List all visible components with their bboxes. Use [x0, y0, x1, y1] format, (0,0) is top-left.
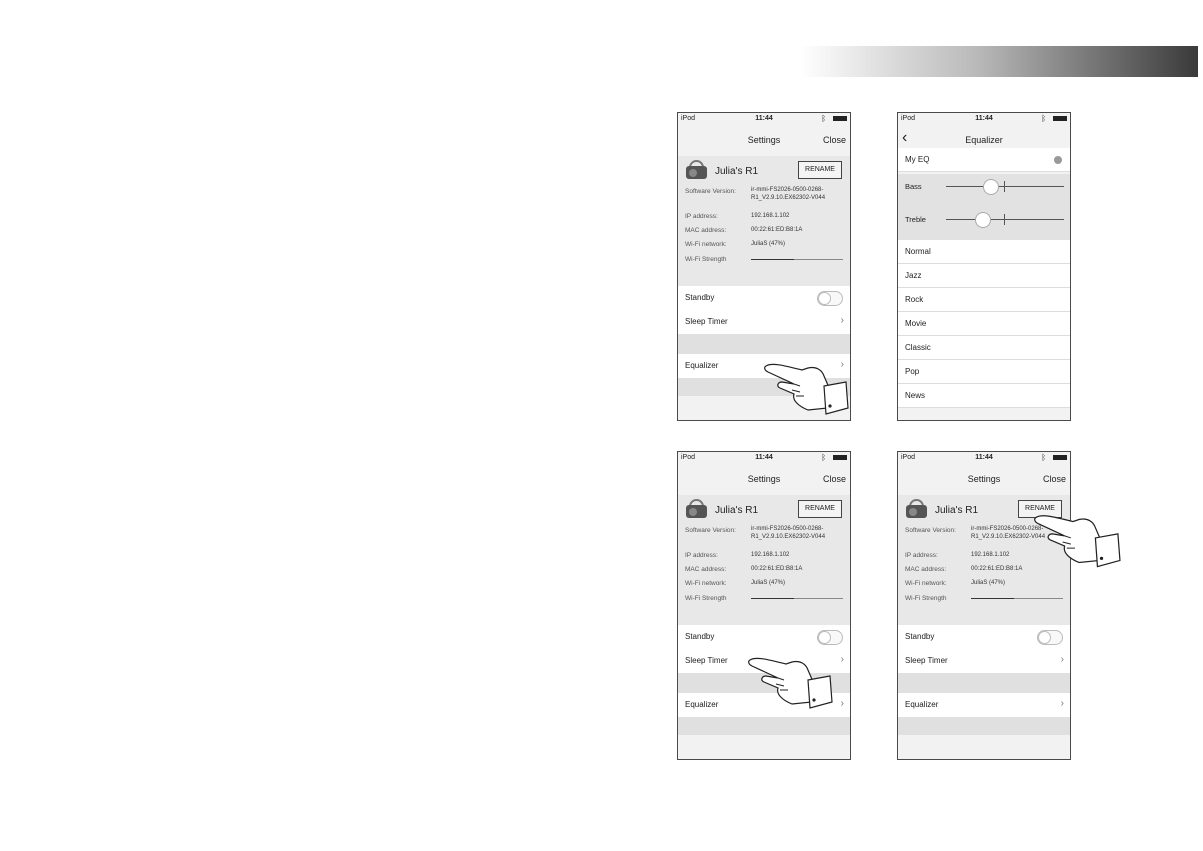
- ip-value: 192.168.1.102: [751, 213, 790, 219]
- chevron-right-icon: ›: [840, 359, 844, 370]
- status-time: 11:44: [975, 115, 993, 122]
- bluetooth-icon: ᛒ: [1041, 453, 1046, 462]
- ip-label: IP address:: [685, 552, 718, 559]
- preset-label: Classic: [905, 343, 931, 352]
- settings-screen-equalizer-step: [677, 112, 851, 421]
- bass-label: Bass: [905, 182, 922, 191]
- device-info-panel: [678, 156, 850, 290]
- software-version-line2: R1_V2.9.10.EX62302-V044: [971, 534, 1046, 540]
- bluetooth-icon: ᛒ: [821, 453, 826, 462]
- header-gradient-bar: [800, 46, 1198, 77]
- rename-button[interactable]: RENAME: [1018, 500, 1062, 518]
- close-button[interactable]: Close: [822, 474, 846, 484]
- status-bar: [678, 113, 850, 126]
- bass-slider-track[interactable]: [946, 186, 1064, 187]
- preset-label: Jazz: [905, 271, 922, 280]
- carrier-label: iPod: [681, 454, 696, 461]
- treble-center-tick: [1004, 214, 1005, 225]
- device-name: Julia's R1: [715, 505, 759, 516]
- treble-slider-track[interactable]: [946, 219, 1064, 220]
- chevron-right-icon: ›: [840, 315, 844, 326]
- speaker-icon: [906, 499, 927, 518]
- chevron-right-icon: ›: [1060, 654, 1064, 665]
- chevron-right-icon: ›: [1060, 698, 1064, 709]
- equalizer-screen: [897, 112, 1071, 421]
- rename-button[interactable]: RENAME: [798, 161, 842, 179]
- preset-label: Rock: [905, 295, 924, 304]
- ip-label: IP address:: [685, 213, 718, 220]
- nav-bar: [898, 465, 1070, 495]
- pointing-hand-icon: [748, 650, 834, 716]
- chevron-left-icon[interactable]: ‹: [902, 129, 908, 146]
- nav-bar: [678, 126, 850, 156]
- nav-bar: [678, 465, 850, 495]
- my-eq-label: My EQ: [905, 155, 930, 164]
- standby-toggle[interactable]: [817, 291, 843, 306]
- equalizer-row[interactable]: [898, 693, 1070, 717]
- carrier-label: iPod: [681, 115, 696, 122]
- wifi-strength-bar: [751, 598, 843, 599]
- mac-label: MAC address:: [905, 566, 947, 573]
- software-version-line2: R1_V2.9.10.EX62302-V044: [751, 195, 826, 201]
- device-name: Julia's R1: [935, 505, 979, 516]
- preset-row[interactable]: [898, 264, 1070, 288]
- mac-value: 00:22:61:ED:B8:1A: [751, 227, 803, 233]
- preset-row[interactable]: [898, 312, 1070, 336]
- standby-row: [898, 625, 1070, 649]
- selected-check-icon: [1054, 156, 1062, 164]
- wifi-strength-label: Wi-Fi Strength: [685, 256, 727, 263]
- mac-value: 00:22:61:ED:B8:1A: [751, 566, 803, 572]
- equalizer-label: Equalizer: [905, 700, 939, 709]
- status-time: 11:44: [755, 454, 773, 461]
- section-gap: [898, 717, 1070, 735]
- preset-label: Normal: [905, 247, 931, 256]
- preset-label: News: [905, 391, 926, 400]
- software-version-line2: R1_V2.9.10.EX62302-V044: [751, 534, 826, 540]
- software-version-label: Software Version:: [685, 527, 736, 534]
- settings-screen-rename-step: [897, 451, 1071, 760]
- sleep-timer-label: Sleep Timer: [905, 656, 948, 665]
- ip-value: 192.168.1.102: [971, 552, 1010, 558]
- chevron-right-icon: ›: [840, 654, 844, 665]
- preset-row[interactable]: [898, 360, 1070, 384]
- device-name: Julia's R1: [715, 166, 759, 177]
- wifi-network-value: JuliaS (47%): [751, 580, 786, 586]
- wifi-network-label: Wi-Fi network:: [685, 241, 727, 248]
- software-version-label: Software Version:: [685, 188, 736, 195]
- mac-label: MAC address:: [685, 227, 727, 234]
- preset-row[interactable]: [898, 240, 1070, 264]
- page-title: Settings: [747, 474, 781, 484]
- wifi-network-label: Wi-Fi network:: [685, 580, 727, 587]
- standby-label: Standby: [905, 632, 935, 641]
- bluetooth-icon: ᛒ: [1041, 114, 1046, 123]
- status-bar: [898, 452, 1070, 465]
- battery-icon: [1053, 455, 1067, 460]
- standby-row: [678, 625, 850, 649]
- preset-label: Pop: [905, 367, 920, 376]
- page-title: Settings: [967, 474, 1001, 484]
- wifi-strength-label: Wi-Fi Strength: [905, 595, 947, 602]
- treble-slider-thumb[interactable]: [975, 212, 991, 228]
- eq-sliders-panel: [898, 174, 1070, 240]
- preset-row[interactable]: [898, 288, 1070, 312]
- ip-value: 192.168.1.102: [751, 552, 790, 558]
- ip-label: IP address:: [905, 552, 938, 559]
- equalizer-label: Equalizer: [685, 700, 719, 709]
- battery-icon: [1053, 116, 1067, 121]
- software-version-line1: ir-mmi-FS2026-0500-0268-: [751, 526, 824, 532]
- bass-center-tick: [1004, 181, 1005, 192]
- bass-slider-thumb[interactable]: [983, 179, 999, 195]
- preset-label: Movie: [905, 319, 927, 328]
- device-info-panel: [678, 495, 850, 629]
- sleep-timer-row[interactable]: [678, 310, 850, 334]
- page-title: Equalizer: [965, 135, 1003, 145]
- standby-row: [678, 286, 850, 310]
- equalizer-label: Equalizer: [685, 361, 719, 370]
- carrier-label: iPod: [901, 115, 916, 122]
- status-time: 11:44: [755, 115, 773, 122]
- close-button[interactable]: Close: [1042, 474, 1066, 484]
- software-version-line1: ir-mmi-FS2026-0500-0268-: [751, 187, 824, 193]
- wifi-strength-bar: [751, 259, 843, 260]
- standby-toggle[interactable]: [1037, 630, 1063, 645]
- carrier-label: iPod: [901, 454, 916, 461]
- treble-label: Treble: [905, 215, 926, 224]
- standby-label: Standby: [685, 632, 715, 641]
- speaker-icon: [686, 160, 707, 179]
- settings-screen-sleep-timer-step: [677, 451, 851, 760]
- sleep-timer-label: Sleep Timer: [685, 656, 728, 665]
- pointing-hand-icon: [764, 356, 850, 421]
- preset-row[interactable]: [898, 336, 1070, 360]
- sleep-timer-row[interactable]: [898, 649, 1070, 673]
- my-eq-row[interactable]: [898, 148, 1070, 172]
- battery-icon: [833, 455, 847, 460]
- status-time: 11:44: [975, 454, 993, 461]
- software-version-line1: ir-mmi-FS2026-0500-0268-: [971, 526, 1044, 532]
- page-title: Settings: [747, 135, 781, 145]
- chevron-right-icon: ›: [840, 698, 844, 709]
- close-button[interactable]: Close: [822, 135, 846, 145]
- standby-label: Standby: [685, 293, 715, 302]
- preset-row[interactable]: [898, 384, 1070, 408]
- status-bar: [678, 452, 850, 465]
- battery-icon: [833, 116, 847, 121]
- software-version-label: Software Version:: [905, 527, 956, 534]
- pointing-hand-icon: [1034, 506, 1122, 576]
- mac-label: MAC address:: [685, 566, 727, 573]
- section-gap: [678, 334, 850, 354]
- sleep-timer-label: Sleep Timer: [685, 317, 728, 326]
- bluetooth-icon: ᛒ: [821, 114, 826, 123]
- section-gap: [678, 717, 850, 735]
- rename-button[interactable]: RENAME: [798, 500, 842, 518]
- wifi-strength-label: Wi-Fi Strength: [685, 595, 727, 602]
- wifi-network-label: Wi-Fi network:: [905, 580, 947, 587]
- status-bar: [898, 113, 1070, 126]
- wifi-strength-bar: [971, 598, 1063, 599]
- mac-value: 00:22:61:ED:B8:1A: [971, 566, 1023, 572]
- wifi-network-value: JuliaS (47%): [751, 241, 786, 247]
- section-gap: [898, 673, 1070, 693]
- wifi-network-value: JuliaS (47%): [971, 580, 1006, 586]
- standby-toggle[interactable]: [817, 630, 843, 645]
- speaker-icon: [686, 499, 707, 518]
